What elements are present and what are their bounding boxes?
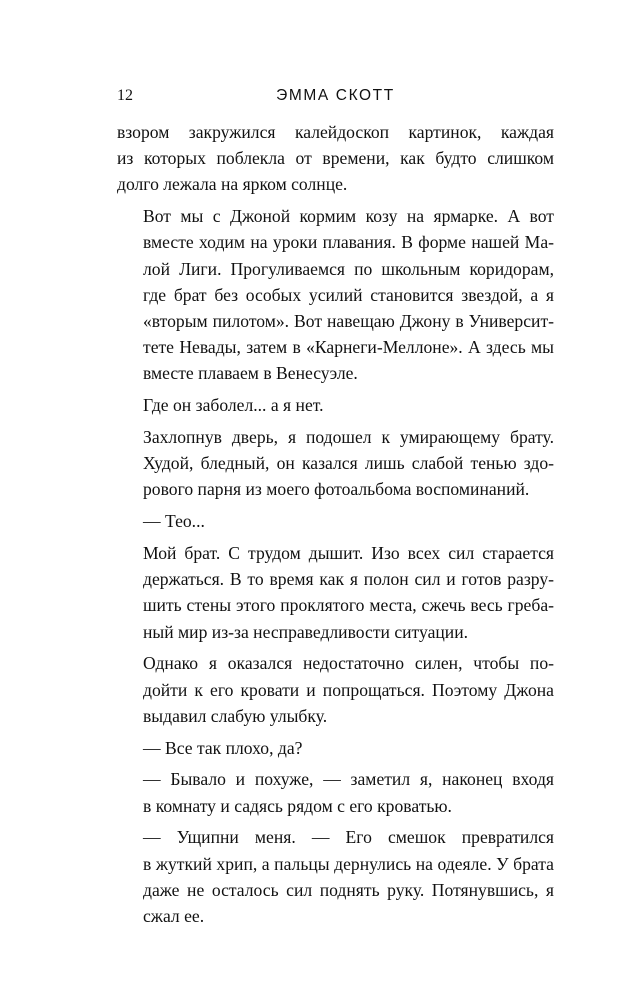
text-line: — Ущипни меня. — Его смешок превратился xyxy=(143,827,554,848)
text-line: держаться. В то время как я полон сил и готов разру- xyxy=(143,569,554,590)
paragraph xyxy=(117,766,554,818)
text-line: долго лежала на ярком солнце. xyxy=(117,174,348,195)
text-line: — Тео... xyxy=(143,511,205,532)
text-line: Захлопнув дверь, я подошел к умирающему брату. xyxy=(143,427,554,448)
running-head xyxy=(117,86,554,106)
body-text xyxy=(117,119,554,929)
text-line: Однако я оказался недостаточно силен, чтобы по- xyxy=(143,653,554,674)
text-line: шить стены этого проклятого места, сжечь весь греба- xyxy=(143,595,554,616)
text-line: вместе плаваем в Венесуэле. xyxy=(143,363,358,384)
text-line: — Все так плохо, да? xyxy=(143,737,303,758)
text-line: из которых поблекла от времени, как будто слишком xyxy=(117,148,554,169)
text-line: тете Невады, затем в «Карнеги-Меллоне». А здесь мы xyxy=(143,337,554,358)
text-line: Где он заболел... а я нет. xyxy=(143,395,324,416)
paragraph xyxy=(117,650,554,729)
paragraph xyxy=(117,735,554,761)
text-line: лой Лиги. Прогуливаемся по школьным коридорам, xyxy=(143,258,554,279)
text-line: ный мир из-за несправедливости ситуации. xyxy=(143,621,469,642)
text-line: дойти к его кровати и попрощаться. Поэтому Джона xyxy=(143,679,554,700)
paragraph xyxy=(117,119,554,198)
text-line: взором закружился калейдоскоп картинок, каждая xyxy=(117,122,554,142)
paragraph xyxy=(117,824,554,929)
paragraph xyxy=(117,203,554,386)
text-line: в комнату и садясь рядом с его кроватью. xyxy=(143,795,452,816)
text-line: выдавил слабую улыбку. xyxy=(143,705,328,726)
page-number: 12 xyxy=(117,87,133,104)
text-line: рового парня из моего фотоальбома воспоминаний. xyxy=(143,479,530,500)
paragraph xyxy=(117,424,554,503)
paragraph xyxy=(117,508,554,534)
text-line: Вот мы с Джоной кормим козу на ярмарке. А вот xyxy=(143,206,554,227)
text-line: — Бывало и похуже, — заметил я, наконец входя xyxy=(143,769,554,790)
text-line: «вторым пилотом». Вот навещаю Джону в Университ- xyxy=(143,311,554,332)
text-line: Худой, бледный, он казался лишь слабой тенью здо- xyxy=(143,453,554,474)
paragraph xyxy=(117,540,554,645)
text-line: где брат без особых усилий становится звездой, а я xyxy=(143,284,554,305)
text-line: вместе ходим на уроки плавания. В форме нашей Ма- xyxy=(143,232,554,253)
text-line: даже не осталось сил поднять руку. Потянувшись, я xyxy=(143,879,554,900)
text-line: в жуткий хрип, а пальцы дернулись на одеяле. У брата xyxy=(143,853,554,874)
text-line: сжал ее. xyxy=(143,906,205,927)
running-title: ЭММА СКОТТ xyxy=(276,87,395,104)
paragraph xyxy=(117,392,554,418)
text-line: Мой брат. С трудом дышит. Изо всех сил старается xyxy=(143,543,554,564)
